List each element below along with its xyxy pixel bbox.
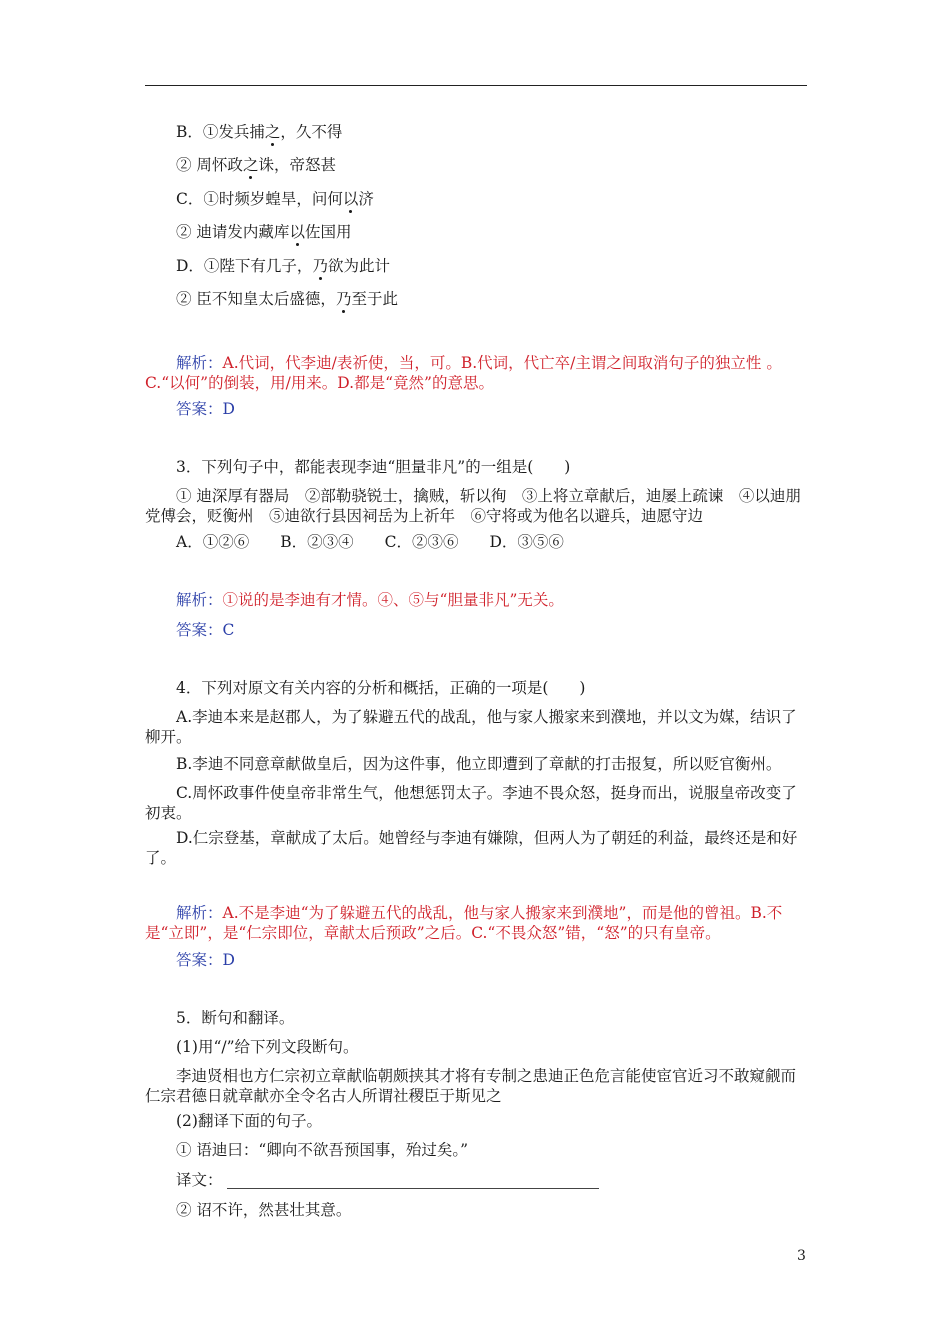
q3-items: ① 迪深厚有器局 ②部勒骁锐士，擒贼，斩以徇 ③上将立章献后，迪屡上疏谏 ④以迪朋党傅会，贬衡州 ⑤迪欲行县因祠岳为上祈年 ⑥守将或为他名以避兵，迪愿守边 xyxy=(145,487,801,525)
option-c2: ② 迪请发内藏库以佐国用 xyxy=(176,223,352,241)
q5-passage: 李迪贤相也方仁宗初立章献临朝颇挟其才将有专制之患迪正色危言能使宦官近习不敢窥觎而仁宗君德日就章献亦全令名古人所谓社稷臣于斯见之 xyxy=(145,1067,797,1105)
answer-blank[interactable] xyxy=(227,1174,599,1189)
q4-option-a: A.李迪本来是赵郡人，为了躲避五代的战乱，他与家人搬家来到濮地，并以文为媒，结识了柳开。 xyxy=(145,708,797,746)
q3-answer: 答案：C xyxy=(176,621,235,639)
q3-choices: A．①②⑥ B．②③④ C．②③⑥ D．③⑤⑥ xyxy=(176,533,564,551)
q5-part2: (2)翻译下面的句子。 xyxy=(176,1112,322,1130)
q2-answer: 答案：D xyxy=(176,400,235,418)
option-d2: ② 臣不知皇太后盛德，乃至于此 xyxy=(176,290,398,308)
q4-option-c: C.周怀政事件使皇帝非常生气，他想惩罚太子。李迪不畏众怒，挺身而出，说服皇帝改变了初衷。 xyxy=(145,784,797,822)
header-rule xyxy=(145,85,807,86)
page-number: 3 xyxy=(797,1248,806,1264)
q5-stem: 5．断句和翻译。 xyxy=(176,1009,295,1027)
q4-analysis: 解析：A.不是李迪“为了躲避五代的战乱，他与家人搬家来到濮地”，而是他的曾祖。B.不是“立即”，是“仁宗即位，章献太后预政”之后。C.“不畏众怒”错，“怒”的只有皇帝。 xyxy=(145,904,783,942)
q4-option-d: D.仁宗登基，章献成了太后。她曾经与李迪有嫌隙，但两人为了朝廷的利益，最终还是和好了。 xyxy=(145,829,798,867)
option-b1: B．①发兵捕之，久不得 xyxy=(176,123,343,141)
emphasis-char: 以 xyxy=(289,223,305,241)
q3-stem: 3．下列句子中，都能表现李迪“胆量非凡”的一组是( ) xyxy=(176,458,571,476)
emphasis-char: 以 xyxy=(342,190,359,208)
q3-analysis: 解析：①说的是李迪有才情。④、⑤与“胆量非凡”无关。 xyxy=(176,591,564,609)
q4-answer: 答案：D xyxy=(176,951,235,969)
q5-sentence-2: ② 诏不许，然甚壮其意。 xyxy=(176,1201,352,1219)
q5-sentence-1: ① 语迪曰：“卿向不欲吾预国事，殆过矣。” xyxy=(176,1141,469,1159)
q4-stem: 4．下列对原文有关内容的分析和概括，正确的一项是( ) xyxy=(176,679,586,697)
emphasis-char: 乃 xyxy=(335,290,352,308)
emphasis-char: 之 xyxy=(242,156,259,174)
q5-part1: (1)用“/”给下列文段断句。 xyxy=(176,1038,359,1056)
option-b2: ② 周怀政之诛，帝怒甚 xyxy=(176,156,336,174)
emphasis-char: 乃 xyxy=(312,257,328,275)
option-c1: C．①时频岁蝗旱，问何以济 xyxy=(176,190,374,208)
q4-option-b: B.李迪不同意章献做皇后，因为这件事，他立即遭到了章献的打击报复，所以贬官衡州。 xyxy=(176,755,782,773)
q2-analysis: 解析：A.代词，代李迪/表祈使，当，可。B.代词，代亡卒/主谓之间取消句子的独立性 。C.“以何”的倒装，用/用来。D.都是“竟然”的意思。 xyxy=(145,354,782,392)
emphasis-char: 之 xyxy=(264,123,281,141)
option-d1: D．①陛下有几子，乃欲为此计 xyxy=(176,257,390,275)
translation-line: 译文： xyxy=(176,1170,599,1190)
